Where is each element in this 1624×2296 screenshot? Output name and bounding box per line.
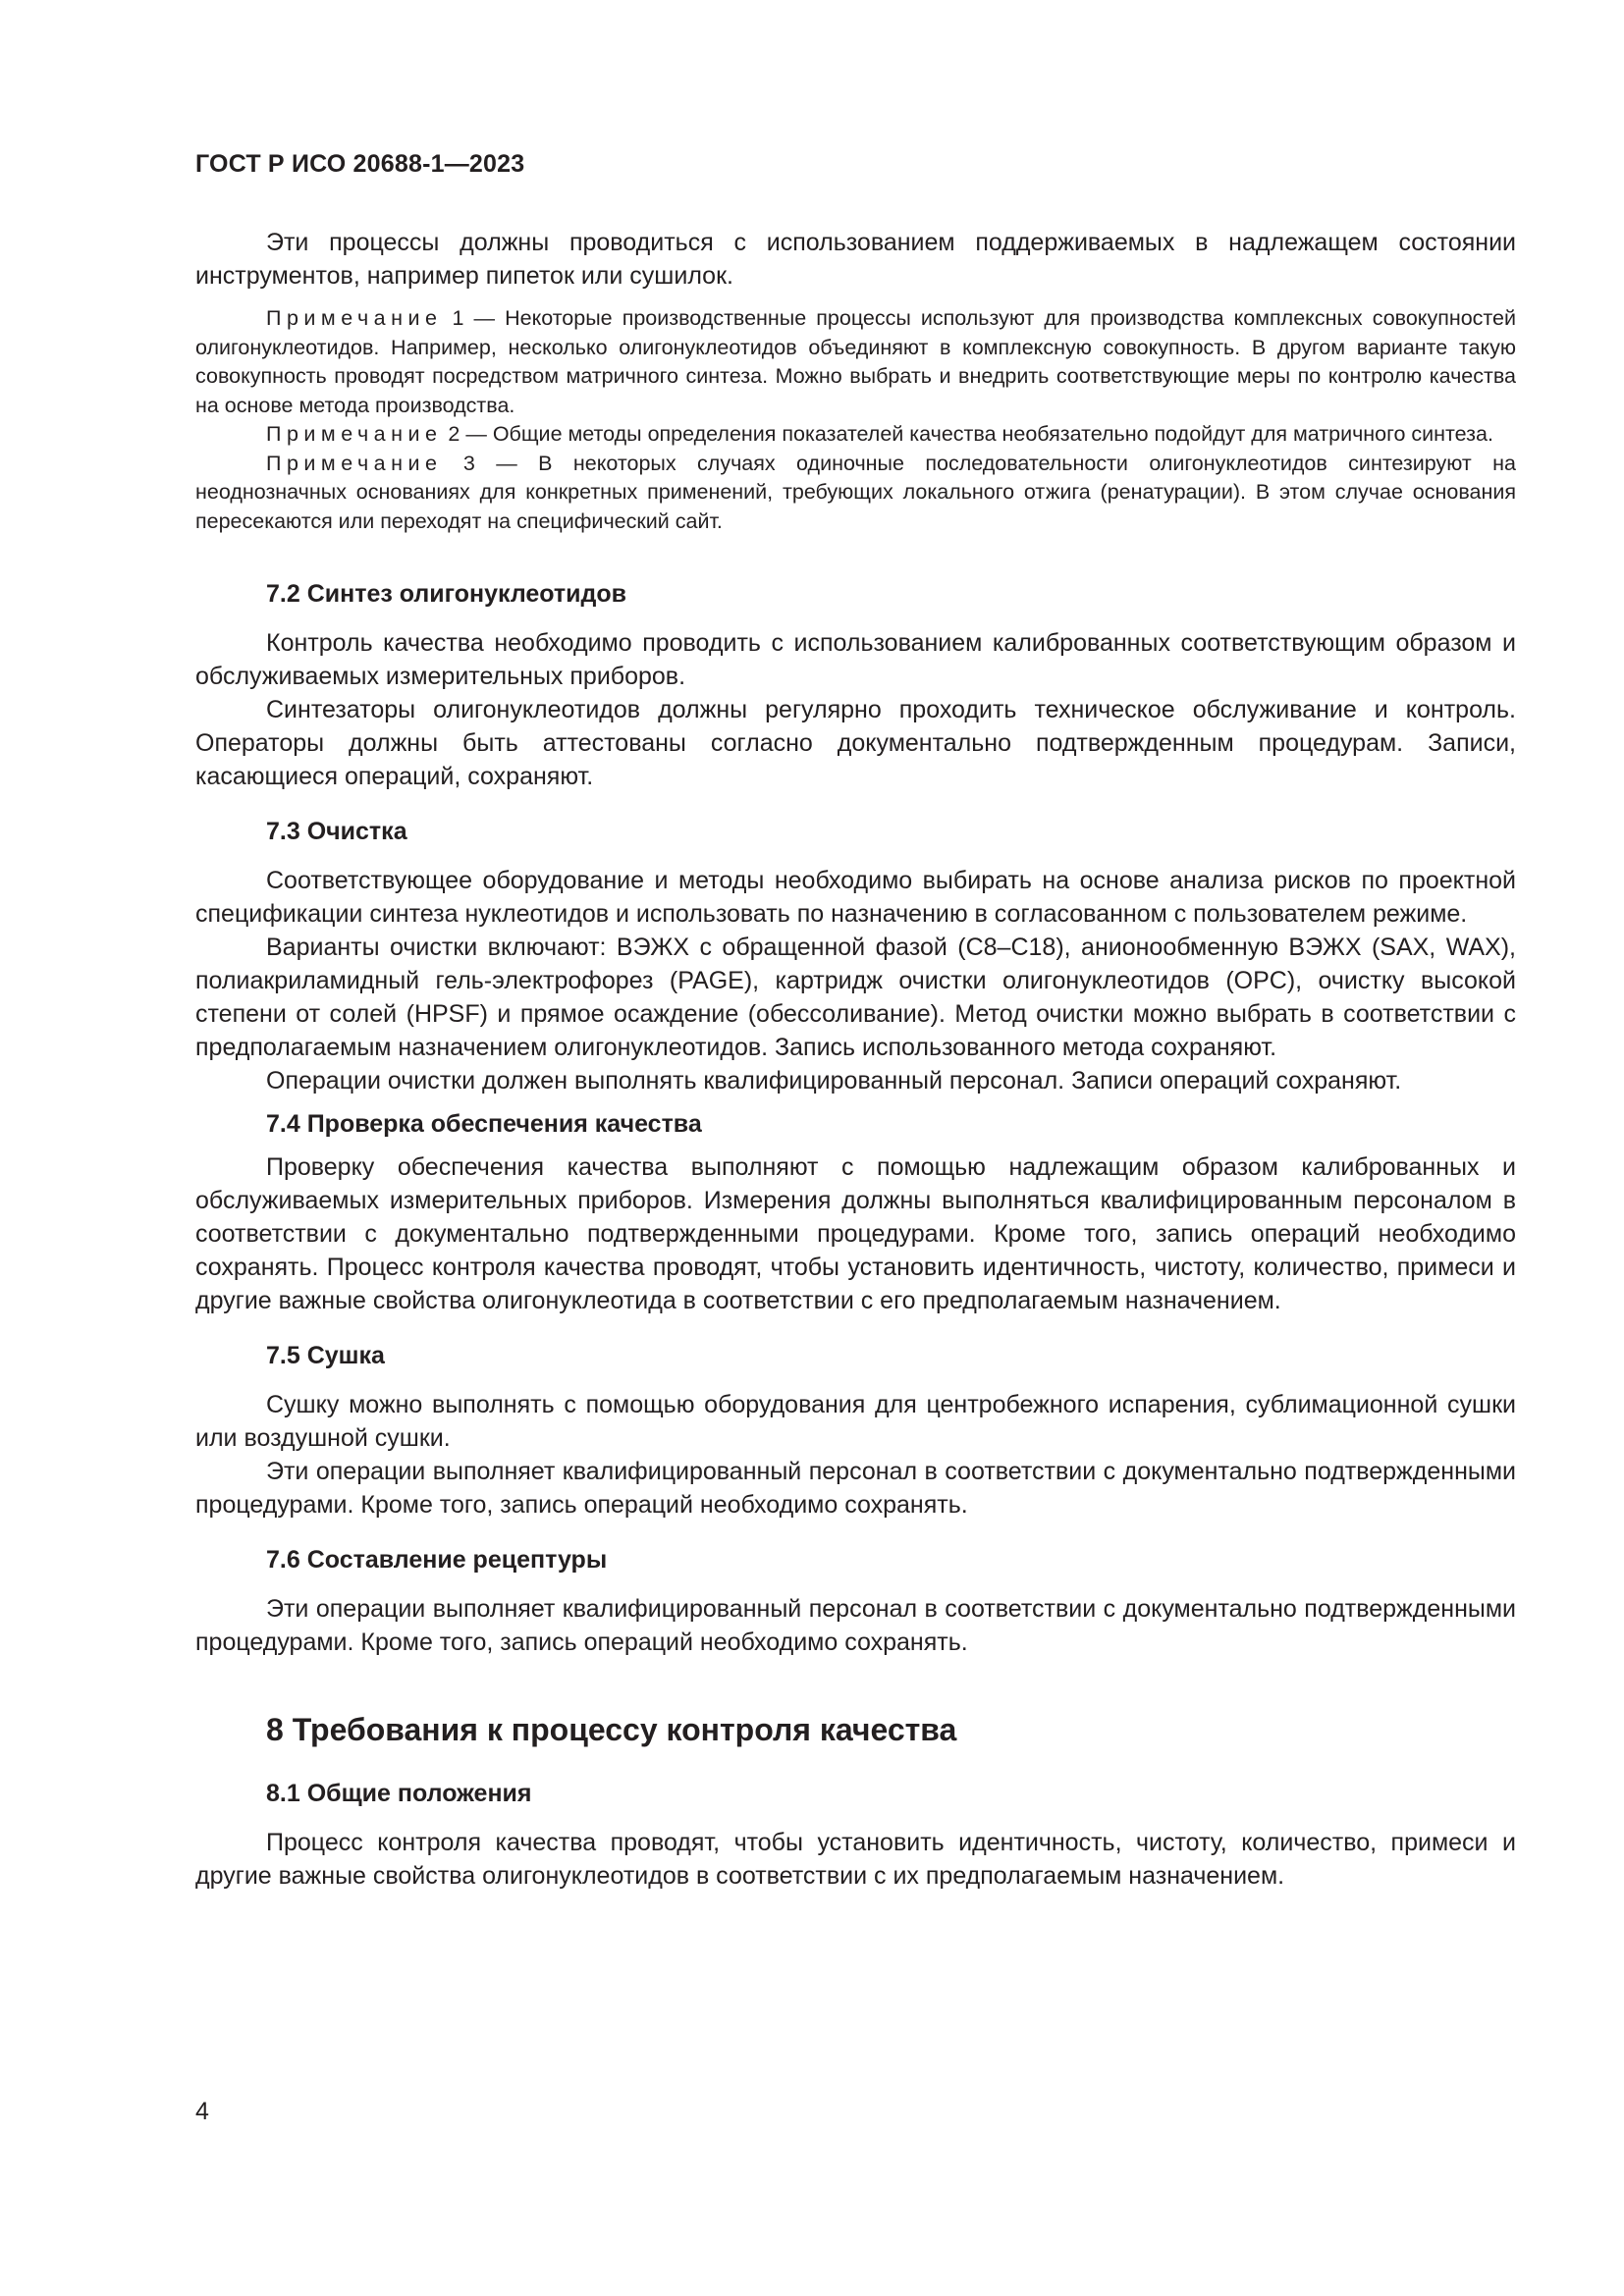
note-1 bbox=[195, 304, 1516, 420]
paragraph: Эти операции выполняет квалифицированный персонал в соответствии с документально подтвержденными процедурами. Кроме того, запись операций необходимо сохранять. bbox=[195, 1458, 1516, 1519]
note-text: 3 — В некоторых случаях одиночные последовательности олигонуклеотидов синтезируют на неоднозначных основаниях для конкретных применений, требующих локального отжига (ренатурации). В этом случае основания пересекаются или переходят на специфический сайт. bbox=[195, 451, 1516, 533]
section-8-1 bbox=[195, 1777, 1516, 1893]
paragraph: Соответствующее оборудование и методы необходимо выбирать на основе анализа рисков по проектной спецификации синтеза нуклеотидов и использовать по назначению в согласованном с пользователем режиме. bbox=[195, 867, 1516, 928]
paragraph: Варианты очистки включают: ВЭЖХ с обращенной фазой (С8–С18), анионообменную ВЭЖХ (SAX, WAX), полиакриламидный гель-электрофорез (PAGE), картридж очистки олигонуклеотидов (OPC), очистку высокой степени от солей (HPSF) и прямое осаждение (обессоливание). Метод очистки можно выбрать в соответствии с предполагаемым назначением олигонуклеотидов. Запись использованного метода сохраняют. bbox=[195, 934, 1516, 1061]
paragraph: Синтезаторы олигонуклеотидов должны регулярно проходить техническое обслуживание и контроль. Операторы должны быть аттестованы согласно документально подтвержденным процедурам. Записи, касающиеся операций, сохраняют. bbox=[195, 696, 1516, 790]
paragraph: Контроль качества необходимо проводить с использованием калиброванных соответствующим образом и обслуживаемых измерительных приборов. bbox=[195, 629, 1516, 690]
section-heading: 8.1 Общие положения bbox=[266, 1780, 532, 1807]
section-8-heading: 8 Требования к процессу контроля качества bbox=[266, 1712, 957, 1747]
section-heading: 7.5 Сушка bbox=[266, 1342, 385, 1369]
paragraph: Проверку обеспечения качества выполняют с помощью надлежащим образом калиброванных и обслуживаемых измерительных приборов. Измерения должны выполняться квалифицированным персоналом в соответствии с документально подтвержденными процедурами. Кроме того, запись операций необходимо сохранять. Процесс контроля качества проводят, чтобы установить идентичность, чистоту, количество, примеси и другие важные свойства олигонуклеотида в соответствии с его предполагаемым назначением. bbox=[195, 1153, 1516, 1314]
section-7-6 bbox=[195, 1543, 1516, 1659]
section-heading: 7.2 Синтез олигонуклеотидов bbox=[266, 580, 627, 608]
note-2 bbox=[195, 420, 1516, 450]
section-heading: 7.3 Очистка bbox=[266, 818, 407, 845]
section-7-5 bbox=[195, 1339, 1516, 1522]
paragraph: Процесс контроля качества проводят, чтобы установить идентичность, чистоту, количество, примеси и другие важные свойства олигонуклеотидов в соответствии с их предполагаемым назначением. bbox=[195, 1829, 1516, 1890]
paragraph: Операции очистки должен выполнять квалифицированный персонал. Записи операций сохраняют. bbox=[266, 1067, 1402, 1095]
note-label: Примечание bbox=[266, 306, 443, 330]
section-7-4 bbox=[195, 1107, 1516, 1317]
document-header: ГОСТ Р ИСО 20688-1—2023 bbox=[195, 150, 525, 178]
paragraph: Эти операции выполняет квалифицированный персонал в соответствии с документально подтвержденными процедурами. Кроме того, запись операций необходимо сохранять. bbox=[195, 1595, 1516, 1656]
intro-paragraph: Эти процессы должны проводиться с использованием поддерживаемых в надлежащем состоянии инструментов, например пипеток или сушилок. bbox=[195, 229, 1516, 290]
section-heading: 7.4 Проверка обеспечения качества bbox=[266, 1110, 702, 1138]
note-text: 1 — Некоторые производственные процессы используют для производства комплексных совокупностей олигонуклеотидов. Например, несколько олигонуклеотидов объединяют в комплексную совокупность. В другом варианте такую совокупность проводят посредством матричного синтеза. Можно выбрать и внедрить соответствующие меры по контролю качества на основе метода производства. bbox=[195, 306, 1516, 417]
note-3 bbox=[195, 450, 1516, 537]
section-7-3 bbox=[195, 815, 1516, 1097]
section-7-2 bbox=[195, 577, 1516, 793]
page-content bbox=[195, 226, 1516, 1893]
note-label: Примечание bbox=[266, 451, 443, 475]
page-number: 4 bbox=[195, 2098, 209, 2125]
paragraph: Сушку можно выполнять с помощью оборудования для центробежного испарения, сублимационной сушки или воздушной сушки. bbox=[195, 1391, 1516, 1452]
note-text: 2 — Общие методы определения показателей качества необязательно подойдут для матричного синтеза. bbox=[442, 422, 1493, 446]
note-label: Примечание bbox=[266, 422, 443, 446]
section-heading: 7.6 Составление рецептуры bbox=[266, 1546, 608, 1574]
